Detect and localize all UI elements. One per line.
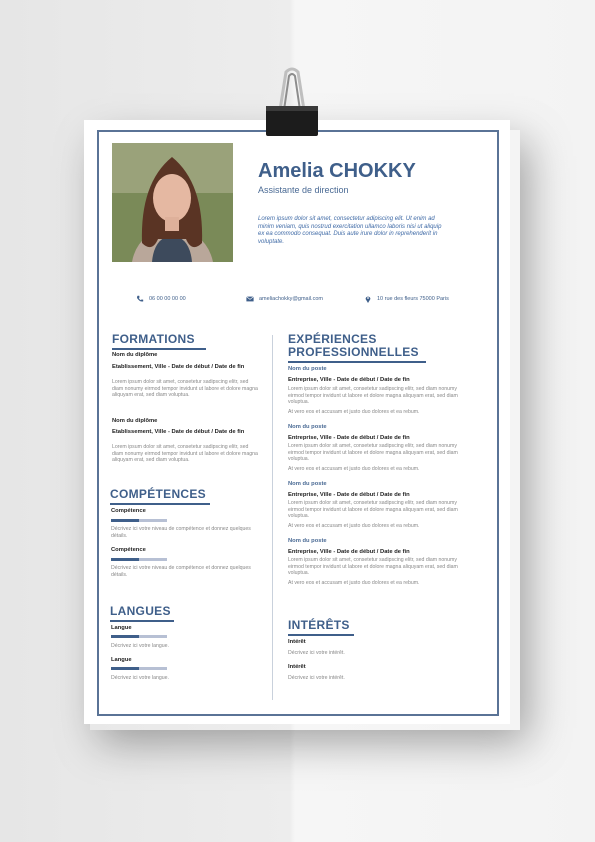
job-company: Entreprise, Ville - Date de début / Date de fin xyxy=(288,549,410,555)
formations-heading: FORMATIONS xyxy=(112,332,195,346)
candidate-name: Amelia CHOKKY xyxy=(258,160,416,182)
section-experiences-title xyxy=(288,333,426,363)
section-formations-title xyxy=(112,333,206,350)
phone-icon xyxy=(136,295,144,303)
job-post: Nom du poste xyxy=(288,538,327,544)
competences-heading: COMPÉTENCES xyxy=(110,487,206,501)
formation-description: Lorem ipsum dolor sit amet, consetetur sadipscing elitr, sed diam nonumy eirmod tempor invidunt ut labore et dolore magna aliquyam erat, sed diam voluptua. xyxy=(112,379,258,399)
language-level-bar xyxy=(111,667,167,670)
job-description: Lorem ipsum dolor sit amet, consetetur sadipscing elitr, sed diam nonumy eirmod tempor invidunt ut labore et dolore magna aliquyam erat, sed diam voluptua. xyxy=(288,557,458,577)
interest-description: Décrivez ici votre intérêt. xyxy=(288,675,345,681)
experiences-heading-line1: EXPÉRIENCES xyxy=(288,332,377,346)
contact-address xyxy=(364,295,449,303)
job-company: Entreprise, Ville - Date de début / Date de fin xyxy=(288,377,410,383)
language-level-bar xyxy=(111,635,167,638)
job-post: Nom du poste xyxy=(288,481,327,487)
section-langues-title xyxy=(110,605,174,622)
contact-email xyxy=(246,295,323,303)
profile-photo xyxy=(112,143,233,262)
section-competences-title xyxy=(110,488,210,505)
job-description-extra: At vero eos et accusam et justo duo dolores et ea rebum. xyxy=(288,523,420,529)
formation-description: Lorem ipsum dolor sit amet, consetetur sadipscing elitr, sed diam nonumy eirmod tempor invidunt ut labore et dolore magna aliquyam erat, sed diam voluptua. xyxy=(112,444,258,464)
job-company: Entreprise, Ville - Date de début / Date de fin xyxy=(288,435,410,441)
job-title: Assistante de direction xyxy=(258,185,349,195)
job-description-extra: At vero eos et accusam et justo duo dolores et ea rebum. xyxy=(288,409,420,415)
skill-level-bar xyxy=(111,558,167,561)
formation-degree: Nom du diplôme xyxy=(112,352,158,358)
langues-heading: LANGUES xyxy=(110,604,171,618)
phone-text: 06 00 00 00 00 xyxy=(149,296,186,302)
job-description: Lorem ipsum dolor sit amet, consetetur sadipscing elitr, sed diam nonumy eirmod tempor invidunt ut labore et dolore magna aliquyam erat, sed diam voluptua. xyxy=(288,443,458,463)
skill-name: Compétence xyxy=(111,547,146,553)
section-interets-title xyxy=(288,619,354,636)
interets-heading: INTÉRÊTS xyxy=(288,618,350,632)
location-pin-icon xyxy=(364,295,372,303)
experiences-heading-line2: PROFESSIONNELLES xyxy=(288,345,419,359)
interest-description: Décrivez ici votre intérêt. xyxy=(288,650,345,656)
envelope-icon xyxy=(246,295,254,303)
job-post: Nom du poste xyxy=(288,424,327,430)
job-description-extra: At vero eos et accusam et justo duo dolores et ea rebum. xyxy=(288,466,420,472)
address-text: 10 rue des fleurs 75000 Paris xyxy=(377,296,449,302)
formation-school: Etablissement, Ville - Date de début / Date de fin xyxy=(112,429,245,435)
language-description: Décrivez ici votre langue. xyxy=(111,643,169,649)
language-name: Langue xyxy=(111,625,132,631)
job-company: Entreprise, Ville - Date de début / Date de fin xyxy=(288,492,410,498)
job-post: Nom du poste xyxy=(288,366,327,372)
intro-text: Lorem ipsum dolor sit amet, consectetur adipiscing elit. Ut enim ad minim veniam, quis nostrud exercitation ullamco laboris nisi ut aliquip ex ea commodo consequat. Duis aute irure dolor in reprehenderit in voluptate. xyxy=(258,216,442,245)
language-description: Décrivez ici votre langue. xyxy=(111,675,169,681)
job-description: Lorem ipsum dolor sit amet, consetetur sadipscing elitr, sed diam nonumy eirmod tempor invidunt ut labore et dolore magna aliquyam erat, sed diam voluptua. xyxy=(288,386,458,406)
email-text: ameliachokky@gmail.com xyxy=(259,296,323,302)
job-description: Lorem ipsum dolor sit amet, consetetur sadipscing elitr, sed diam nonumy eirmod tempor invidunt ut labore et dolore magna aliquyam erat, sed diam voluptua. xyxy=(288,500,458,520)
skill-level-bar xyxy=(111,519,167,522)
interest-name: Intérêt xyxy=(288,664,306,670)
interest-name: Intérêt xyxy=(288,639,306,645)
column-divider xyxy=(272,335,273,700)
language-name: Langue xyxy=(111,657,132,663)
binder-clip-icon xyxy=(264,66,320,138)
formation-school: Etablissement, Ville - Date de début / Date de fin xyxy=(112,364,245,370)
formation-degree: Nom du diplôme xyxy=(112,418,158,424)
skill-description: Décrivez ici votre niveau de compétence et donnez quelques détails. xyxy=(111,526,251,539)
job-description-extra: At vero eos et accusam et justo duo dolores et ea rebum. xyxy=(288,580,420,586)
contact-phone xyxy=(136,295,186,303)
skill-name: Compétence xyxy=(111,508,146,514)
skill-description: Décrivez ici votre niveau de compétence et donnez quelques détails. xyxy=(111,565,251,578)
